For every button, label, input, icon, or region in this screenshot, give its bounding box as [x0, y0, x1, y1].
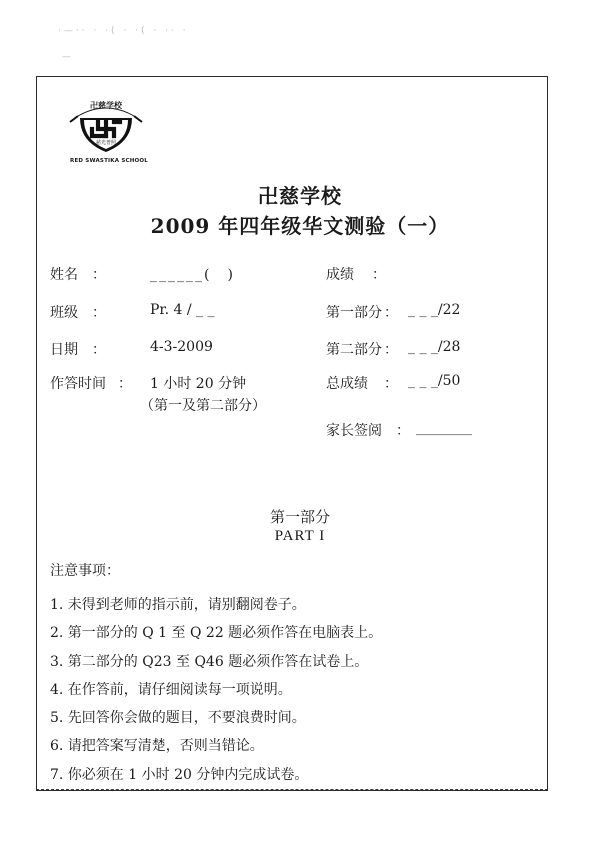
scan-noise-top: ·—·· · ·( · ·( · ·· · — [58, 26, 189, 36]
info-colon: ： — [118, 376, 132, 392]
info-label: 第一部分 — [326, 305, 382, 321]
info-colon: ： — [92, 342, 106, 358]
scan-noise-mark: — — [62, 52, 74, 62]
parent-signature-field: ________ — [416, 420, 472, 436]
part-title-en: PART I — [274, 528, 326, 544]
notes-list — [50, 594, 382, 792]
info-label: 成绩 — [326, 267, 354, 283]
info-colon: ： — [396, 423, 410, 439]
student-name-field: ______( ) — [150, 267, 235, 283]
duration-note: （第一及第二部分） — [140, 398, 266, 414]
info-colon: ： — [384, 305, 398, 321]
logo-caption: RED SWASTIKA SCHOOL — [70, 158, 148, 164]
info-label: 班级 — [50, 305, 78, 321]
date-value: 4-3-2009 — [150, 339, 213, 355]
list-item: 5. 先回答你会做的题目，不要浪费时间。 — [50, 710, 306, 727]
info-label: 作答时间 — [50, 376, 106, 392]
duration-value: 1 小时 20 分钟 — [150, 376, 247, 392]
info-colon: ： — [92, 267, 106, 283]
info-colon: ： — [372, 267, 386, 283]
info-label: 日期 — [50, 342, 78, 358]
part-title-cn: 第一部分 — [269, 508, 330, 526]
info-colon: ： — [384, 376, 398, 392]
info-colon: ： — [384, 342, 398, 358]
info-colon: ： — [92, 305, 106, 321]
total-score-field: _ _ _/50 — [408, 373, 461, 389]
info-label: 总成绩 — [326, 376, 368, 392]
info-label: 家长签阅 — [326, 423, 382, 439]
crest-inner-text: 慈光普照 — [95, 140, 117, 146]
test-title: 2009 年四年级华文测验（一） — [150, 214, 450, 238]
list-item: 6. 请把答案写清楚，否则当错论。 — [50, 738, 264, 755]
class-field: Pr. 4 / _ _ — [150, 302, 215, 318]
list-item: 3. 第二部分的 Q23 至 Q46 题必须作答在试卷上。 — [50, 653, 369, 670]
crest-top-text: 卍慈学校 — [90, 100, 122, 110]
info-label: 姓名 — [50, 267, 78, 283]
list-item: 7. 你必须在 1 小时 20 分钟内完成试卷。 — [50, 766, 309, 783]
list-item: 4. 在作答前，请仔细阅读每一项说明。 — [50, 681, 292, 698]
notes-heading: 注意事项： — [50, 563, 120, 579]
list-item: 1. 未得到老师的指示前，请别翻阅卷子。 — [50, 597, 306, 613]
part2-score-field: _ _ _/28 — [408, 339, 461, 355]
red-swastika-school-crest-icon — [66, 94, 146, 158]
school-name: 卍慈学校 — [258, 184, 342, 208]
school-logo — [66, 94, 148, 164]
list-item: 2. 第一部分的 Q 1 至 Q 22 题必须作答在电脑表上。 — [50, 625, 383, 642]
part1-score-field: _ _ _/22 — [408, 302, 461, 318]
info-label: 第二部分 — [326, 342, 382, 358]
